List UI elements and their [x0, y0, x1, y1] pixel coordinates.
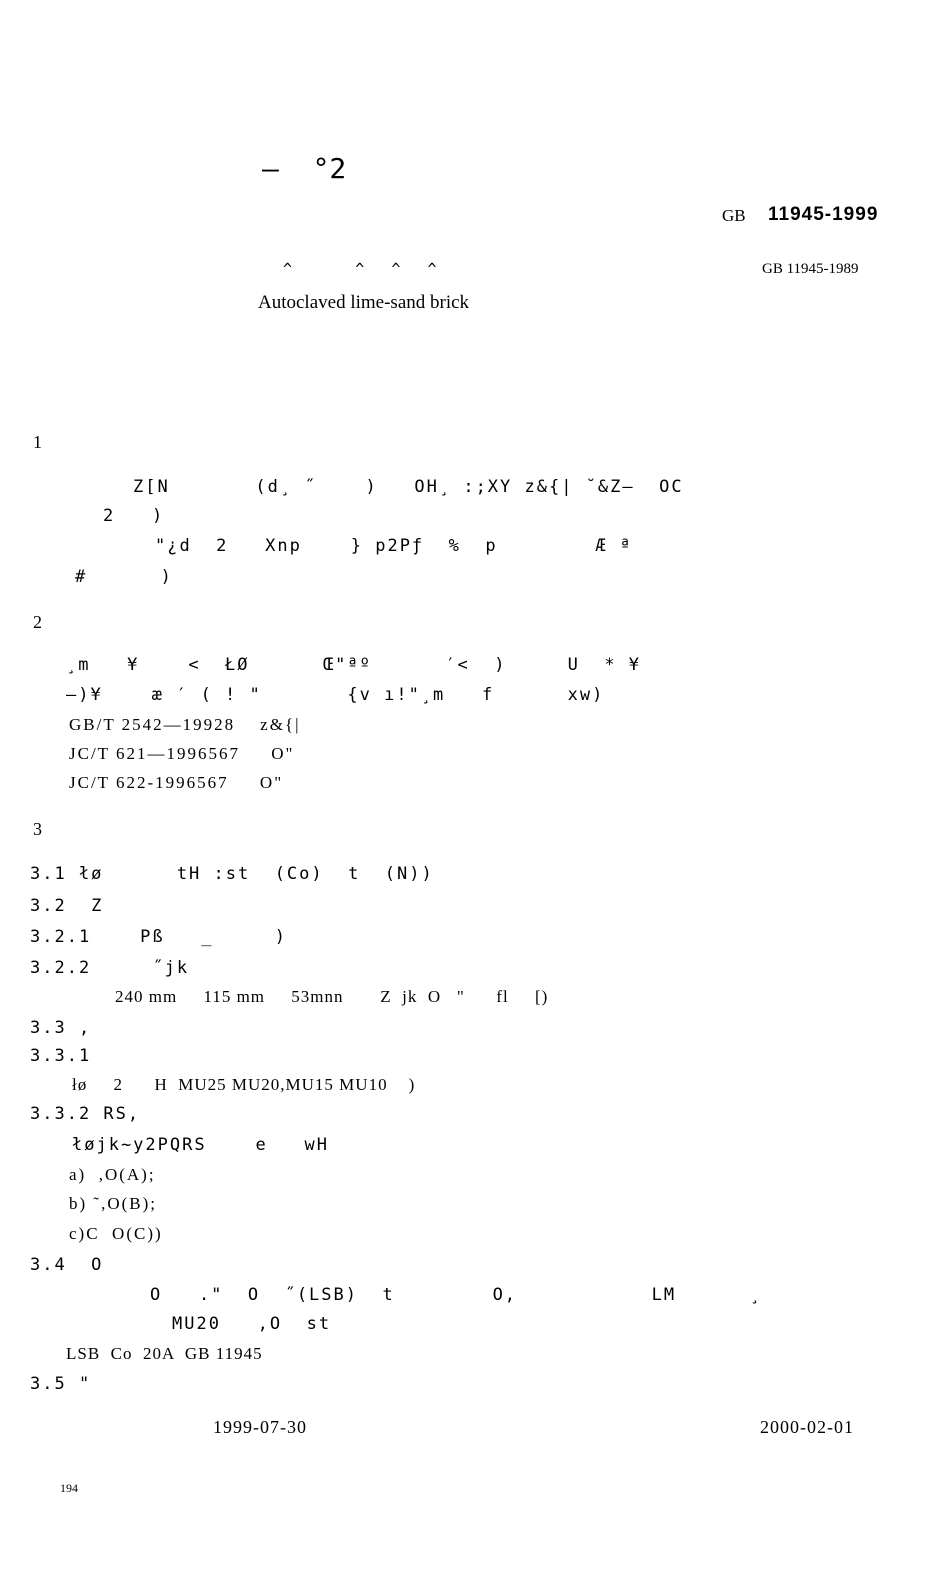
section-1-line: "¿d 2 Xnp } p2Pƒ % p Æ ª	[155, 536, 633, 556]
section-2-number: 2	[33, 612, 42, 632]
section-3-number: 3	[33, 819, 42, 839]
list-item: b) ˜,O(B);	[69, 1194, 157, 1213]
section-1-line: Z[N (d¸ ˝ ) OH¸ :;XY z&{| ˘&Z— OC	[133, 477, 684, 497]
page-number: 194	[60, 1481, 78, 1495]
title-carets: ^ ^ ^ ^	[283, 260, 437, 278]
english-title: Autoclaved lime-sand brick	[258, 292, 470, 313]
clause: 3.1 łø tH :st (Co) t (N))	[30, 864, 434, 884]
clause: 3.5 "	[30, 1374, 92, 1394]
clause: 3.3 ,	[30, 1018, 92, 1038]
list-item: c)C O(C))	[69, 1224, 163, 1243]
standard-prefix: GB	[722, 206, 746, 225]
clause-dimensions: 240 mm 115 mm 53mnn Z jk O " fl [)	[115, 987, 549, 1006]
page-title-glyphs: — °2	[262, 152, 347, 185]
section-2-line: ¸m ¥ < ŁØ Œ"ªº ′< ) U * ¥	[66, 655, 642, 675]
clause: 3.3.2 RS,	[30, 1104, 141, 1124]
clause: 3.4 O	[30, 1255, 104, 1275]
implement-date: 2000-02-01	[760, 1417, 854, 1437]
clause: O ." O ˝(LSB) t O, LM ¸	[150, 1285, 762, 1305]
section-1-line: 2 )	[103, 506, 165, 526]
replaces-standard: GB 11945-1989	[762, 261, 859, 277]
clause: 3.2.1 Pß _ )	[30, 927, 287, 947]
section-1-line: # )	[75, 567, 173, 587]
issue-date: 1999-07-30	[213, 1417, 307, 1437]
section-1-number: 1	[33, 432, 42, 452]
marking-example: LSB Co 20A GB 11945	[66, 1344, 263, 1363]
clause: MU20 ,O st	[172, 1314, 332, 1334]
clause-grades: łø 2 H MU25 MU20,MU15 MU10 )	[72, 1075, 416, 1094]
section-2-line: —)¥ æ ′ ( ! " {v ı!"¸m f xw)	[66, 685, 605, 705]
clause: 3.3.1	[30, 1046, 92, 1066]
reference-standard: GB/T 2542—19928 z&{|	[69, 715, 301, 734]
clause: 3.2 Z	[30, 896, 104, 916]
reference-standard: JC/T 621—1996567 O"	[69, 744, 295, 763]
list-item: a) ,O(A);	[69, 1165, 156, 1184]
reference-standard: JC/T 622-1996567 O"	[69, 773, 284, 792]
standard-number: 11945-1999	[768, 204, 879, 225]
clause: 3.2.2 ˝jk	[30, 958, 190, 978]
clause: łøjk~y2PQRS e wH	[72, 1135, 329, 1155]
